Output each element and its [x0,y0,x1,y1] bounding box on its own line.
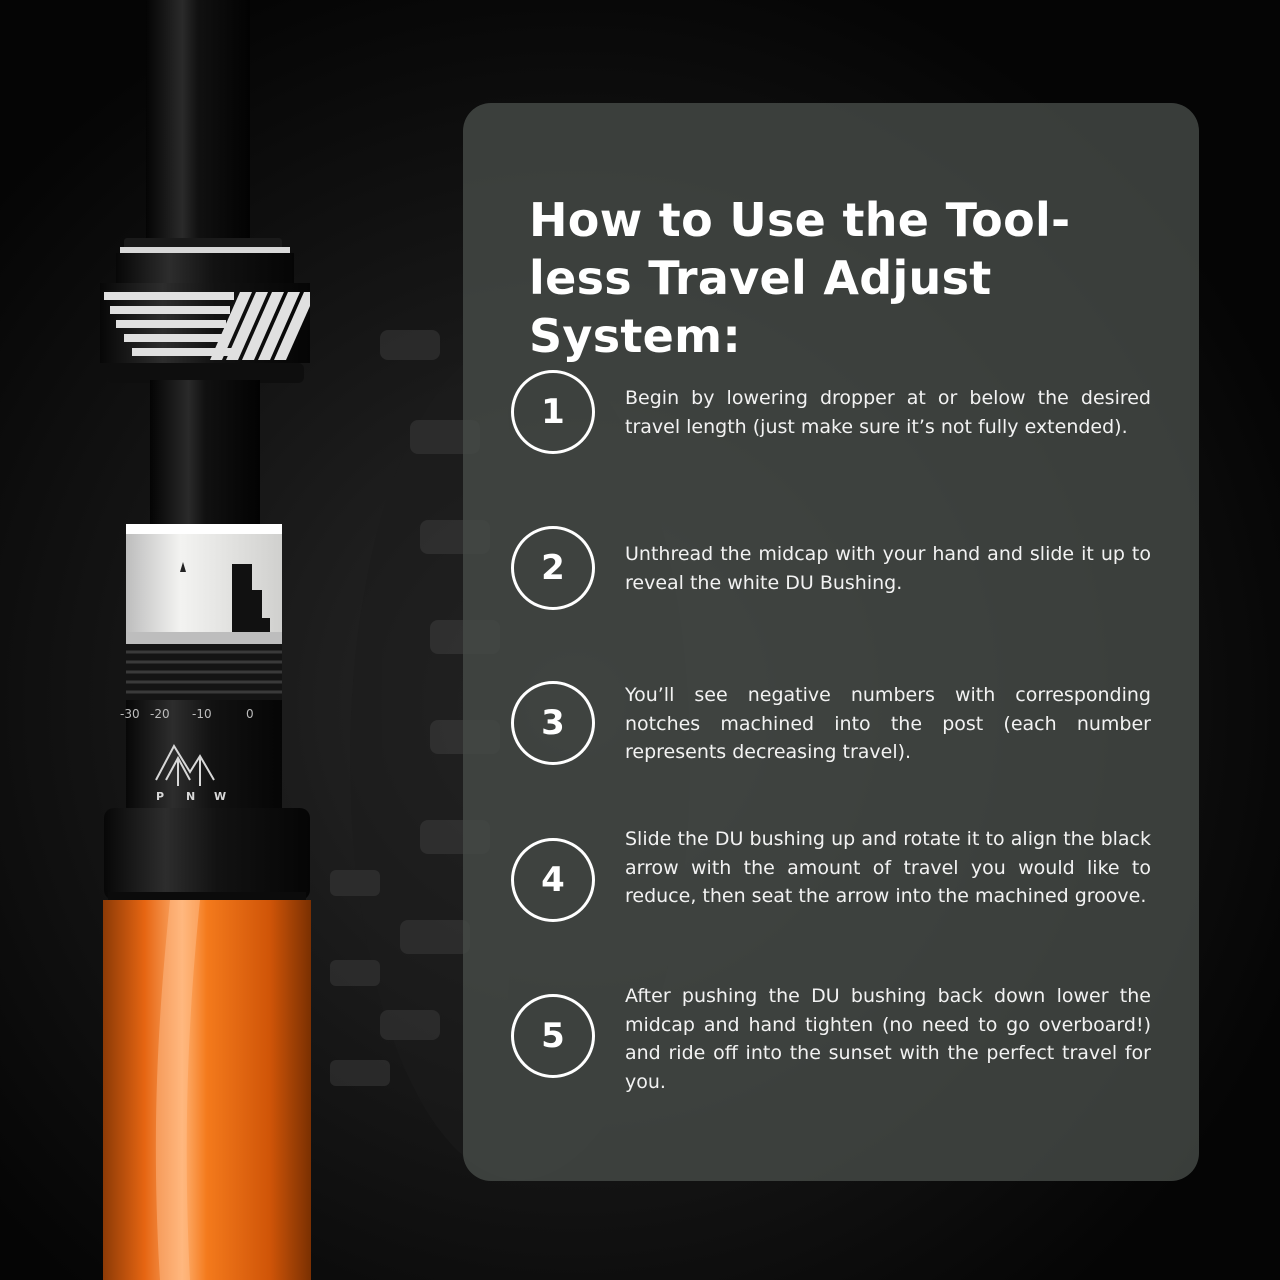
page-title: How to Use the Tool-less Travel Adjust System: [529,193,1071,363]
threads [126,644,282,704]
step-text: After pushing the DU bushing back down lower the midcap and hand tighten (no need to go overboard!) and ride off into the sunset with the perfect travel for you. [625,985,1151,1093]
step-text: Slide the DU bushing up and rotate it to align the black arrow with the amount of travel you would like to reduce, then seat the arrow into the machined groove. [625,828,1151,907]
logo-letter: W [214,790,227,803]
orange-frame [103,900,311,1280]
scale-label: 0 [246,707,254,721]
du-bushing [126,524,282,644]
step-text: Unthread the midcap with your hand and slide it up to reveal the white DU Bushing. [625,543,1151,594]
scale-label: -10 [192,707,212,721]
instructions-panel [463,103,1199,1181]
step-text: Begin by lowering dropper at or below the desired travel length (just make sure it’s not fully extended). [625,387,1151,438]
step-number-badge: 1 [511,370,595,454]
upper-tube [146,0,250,250]
logo-letter: N [186,790,196,803]
step-text: You’ll see negative numbers with corresponding notches machined into the post (each number represents decreasing travel). [625,684,1151,763]
step-number-badge: 4 [511,838,595,922]
step-number-badge: 3 [511,681,595,765]
logo-letter: P [156,790,165,803]
scale-label: -30 [120,707,140,721]
step-number-badge: 2 [511,526,595,610]
step-number-badge: 5 [511,994,595,1078]
seal-collar [100,238,310,383]
scale-label: -20 [150,707,170,721]
lower-collar [104,808,310,900]
middle-tube [150,380,260,530]
